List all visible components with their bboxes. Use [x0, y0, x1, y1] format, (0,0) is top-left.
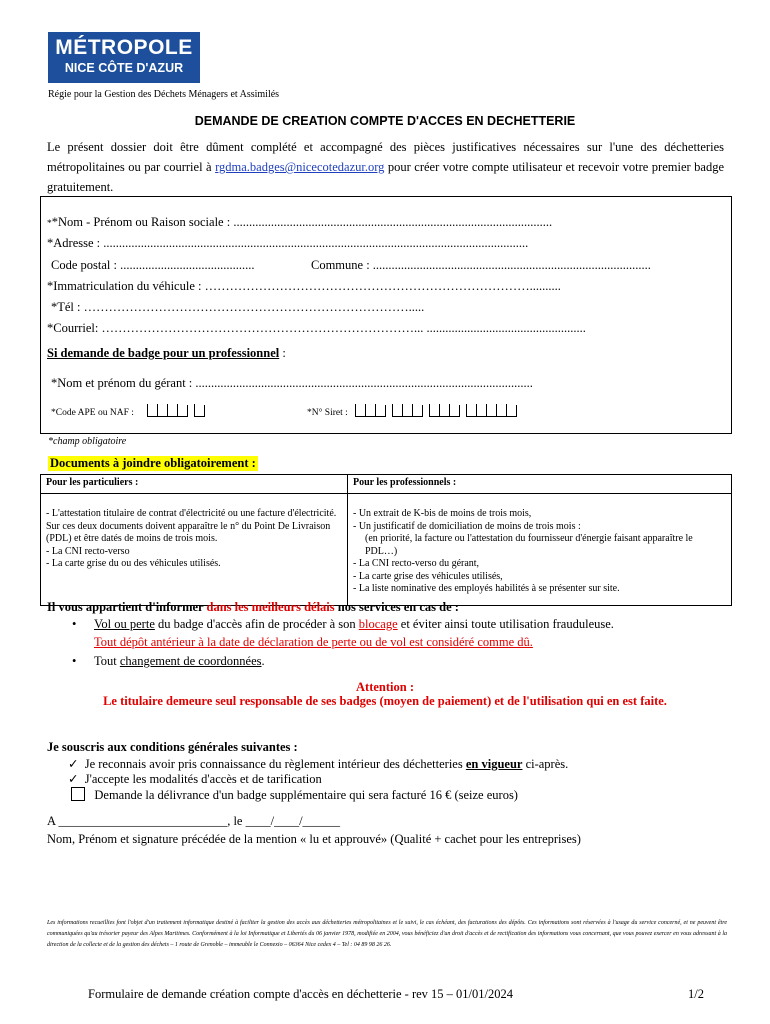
checkmark-icon: ✓ [68, 757, 79, 771]
page-title: DEMANDE DE CREATION COMPTE D'ACCES EN DECHETTERIE [194, 114, 576, 128]
list-item: - La liste nominative des employés habilités à se présenter sur site. [353, 583, 620, 594]
list-item: - Un extrait de K-bis de moins de trois mois, [353, 508, 532, 519]
condition-tariffs: ✓ J'accepte les modalités d'accès et de tarification [68, 772, 322, 786]
attention-title: Attention : [356, 680, 414, 694]
phone-field[interactable]: *Tél : ……………………………………………………………………..... [51, 300, 425, 314]
extra-badge-option: Demande la délivrance d'un badge supplémentaire qui sera facturé 16 € (seize euros) [71, 787, 518, 803]
logo-line1: MÉTROPOLE [55, 36, 193, 59]
signature-place-date[interactable]: A ___________________________, le ____/____/______ [47, 814, 341, 828]
logo-line2: NICE CÔTE D'AZUR [64, 61, 184, 75]
footer-text: Formulaire de demande création compte d'accès en déchetterie - rev 15 – 01/01/2024 [88, 987, 513, 1001]
page-number: 1/2 [688, 987, 704, 1001]
particuliers-header: Pour les particuliers : [41, 475, 348, 494]
change-details-item: Tout changement de coordonnées. [94, 654, 265, 668]
intro-text-before: Le présent dossier doit être dûment complété et accompagné des pièces justificatives nécessaires sur l'une des déchetteries métropolitaines ou par courriel à [47, 140, 724, 174]
pro-heading: Si demande de badge pour un professionnel : [47, 346, 286, 360]
professionnels-cell [348, 494, 732, 606]
loss-theft-item: Vol ou perte du badge d'accès afin de procéder à son blocage et éviter ainsi toute utilisation frauduleuse. [94, 617, 614, 631]
list-item: - Un justificatif de domiciliation de moins de trois mois : [353, 520, 581, 532]
regie-subtitle: Régie pour la Gestion des Déchets Ménagers et Assimilés [48, 89, 280, 100]
address-field[interactable]: *Adresse : ........................................................................................................................................ [47, 236, 529, 250]
conditions-heading: Je souscris aux conditions générales suivantes : [47, 740, 298, 754]
condition-rules: ✓ Je reconnais avoir pris connaissance du règlement intérieur des déchetteries en vigueur ci-après. [68, 757, 569, 771]
name-field[interactable]: **Nom - Prénom ou Raison sociale : ...................................................................................................... [47, 215, 553, 229]
particuliers-cell [41, 494, 348, 606]
ape-code-label: *Code APE ou NAF : [51, 408, 134, 418]
commune-field[interactable]: Commune : ......................................................................................... [311, 258, 651, 272]
list-item: (en priorité, la facture ou l'attestation du fournisseur d'énergie faisant apparaître le PDL…) [365, 533, 693, 557]
manager-name-field[interactable]: *Nom et prénom du gérant : ............................................................................................................ [51, 376, 533, 390]
bullet-icon: • [72, 654, 77, 668]
list-item: - L'attestation titulaire de contrat d'électricité ou une facture d'électricité. Sur ces deux documents doivent apparaître le n° du Point De Livraison (PDL) et être datés de moins de trois mois. [46, 508, 337, 544]
list-item: - La CNI recto-verso [46, 545, 130, 557]
postal-code-field[interactable]: Code postal : ........................................... [51, 258, 255, 272]
extra-badge-checkbox[interactable] [71, 787, 85, 801]
inform-heading: Il vous appartient d'informer dans les meilleurs délais nos services en cas de : [47, 600, 459, 614]
legal-notice: Les informations recueillies font l'objet d'un traitement informatique destiné à faciliter la gestion des accès aux déchetteries métropolitaines et le suivi, le cas échéant, des facturations des dépôts. Ces informations sont réservées à l'usage du service concerné, et ne peuvent être communiquées qu'au trésorier payeur des Alpes Maritimes. Conformément à la loi Informatique et Libertés du 06 janvier 1978, modifiée en 2004, vous bénéficiez d'un droit d'accès et de rectification des informations vous concernant, que vous pouvez exercer en vous adressant à la direction de la collecte et de la gestion des déchets – 1 route de Grenoble – immeuble le Connexio – 06364 Nice cedex 4 – Tel : 04 89 98 26 26. [47, 920, 727, 948]
bullet-icon: • [72, 617, 77, 631]
intro-text-after: pour créer votre compte utilisateur et recevoir votre premier badge gratuitement. [47, 160, 724, 194]
list-item: - La carte grise des véhicules utilisés, [353, 570, 503, 582]
siret-label: *N° Siret : [307, 408, 348, 418]
metropole-logo [48, 32, 200, 83]
professionnels-header: Pour les professionnels : [348, 475, 732, 494]
intro-paragraph [47, 137, 724, 197]
email-field[interactable]: *Courriel: …………………………………………………………………... ................................................... [47, 321, 586, 335]
siret-cells[interactable] [355, 402, 517, 417]
ape-code-cells[interactable] [147, 402, 205, 417]
identity-form-box [40, 196, 732, 434]
documents-heading: Documents à joindre obligatoirement : [50, 456, 256, 470]
list-item: - La CNI recto-verso du gérant, [353, 558, 480, 569]
documents-table [40, 474, 732, 606]
checkmark-icon: ✓ [68, 772, 79, 786]
registration-field[interactable]: *Immatriculation du véhicule : …………………………………………………………………….......... [47, 279, 561, 293]
attention-text: Le titulaire demeure seul responsable de ses badges (moyen de paiement) et de l'utilisation qui en est faite. [103, 694, 667, 708]
loss-theft-note: Tout dépôt antérieur à la date de déclaration de perte ou de vol est considéré comme dû. [94, 635, 533, 649]
required-note: *champ obligatoire [48, 436, 127, 447]
email-link[interactable]: rgdma.badges@nicecotedazur.org [215, 160, 385, 174]
signature-instruction: Nom, Prénom et signature précédée de la mention « lu et approuvé» (Qualité + cachet pour les entreprises) [47, 832, 581, 846]
list-item: - La carte grise du ou des véhicules utilisés. [46, 558, 221, 569]
